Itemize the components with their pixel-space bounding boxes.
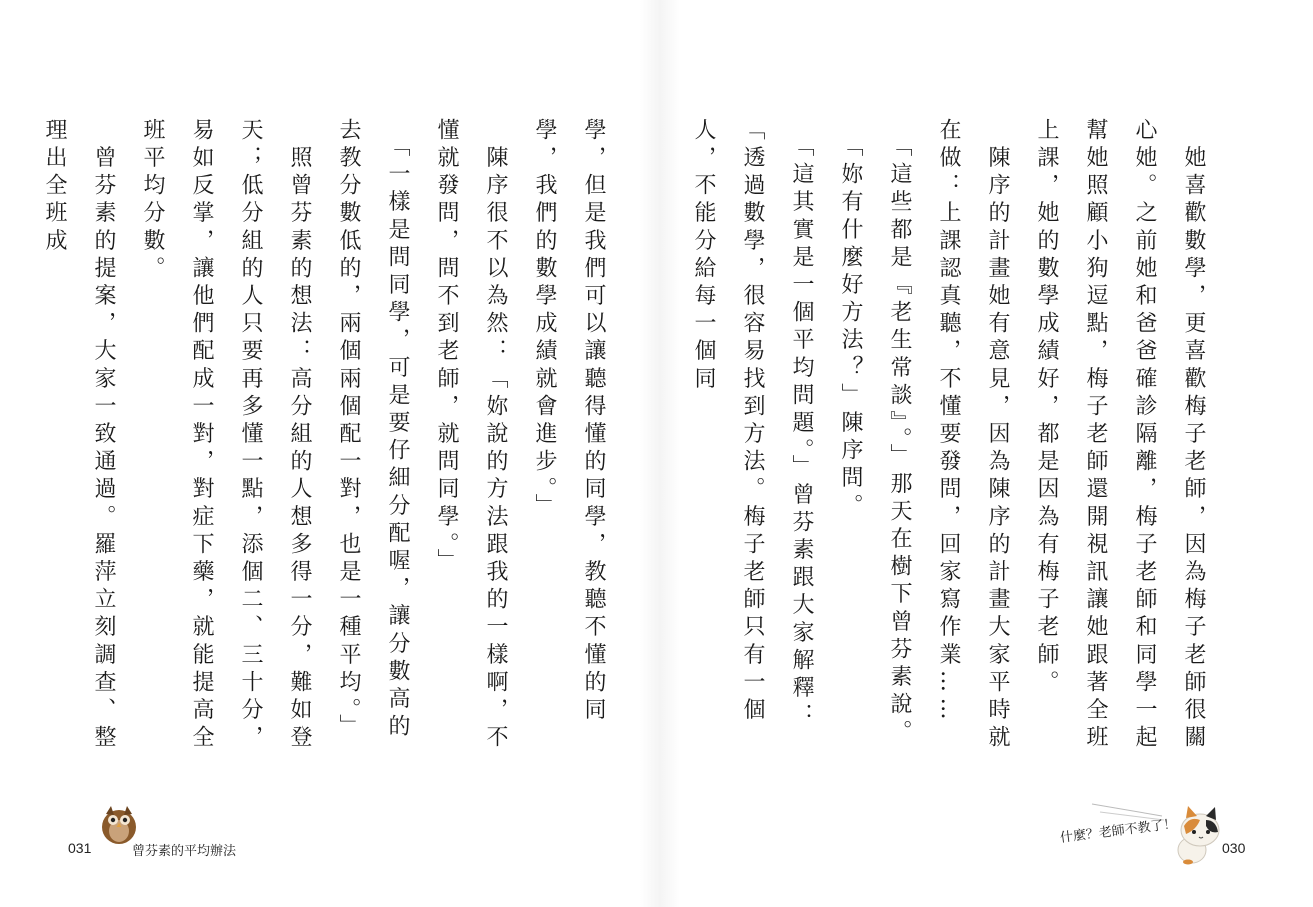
left-page-number: 031: [68, 840, 92, 856]
right-page-number: 030: [1222, 840, 1246, 856]
right-page-body-text: 她喜歡數學，更喜歡梅子老師，因為梅子老師很關心她。之前她和爸爸確診隔離，梅子老師和同學一起幫她照顧小狗逗點，梅子老師還開視訊讓她跟著全班上課，她的數學成績好，都是因為有梅子老師。 陳序的計畫她有意見，因為陳序的計畫大家平時就在做：上課認真聽，不懂要發問，回家寫作業…… 「這些都是『老生常談』。」那天在樹下曾芬素說。 「妳有什麼好方法？」陳序問。 「這其實是一個平均問題。」曾芬素跟大家解釋：「透過數學，很容易找到方法。梅子老師只有一個人，不能分給每一個同: [691, 118, 1206, 753]
cat-icon: [1166, 804, 1228, 866]
left-page-body-text: 學，但是我們可以讓聽得懂的同學，教聽不懂的同學，我們的數學成績就會進步。」 陳序很不以為然：「妳說的方法跟我的一樣啊，不懂就發問，問不到老師，就問同學。」 「一樣是問同學，可是要仔細分配喔，讓分數高的去教分數低的，兩個兩個配一對，也是一種平均。」 照曾芬素的想法：高分組的人想多得一分，難如登天；低分組的人只要再多懂一點，添個二、三十分，易如反掌，讓他們配成一對，對症下藥，就能提高全班平均分數。 曾芬素的提案，大家一致通過。羅萍立刻調查、整理出全班成: [42, 118, 606, 753]
page-gutter: [640, 0, 680, 907]
owl-icon: [98, 800, 140, 846]
left-running-title: 曾芬素的平均辦法: [132, 844, 237, 859]
right-running-title: 什麼？老師不教了！: [1059, 816, 1178, 846]
